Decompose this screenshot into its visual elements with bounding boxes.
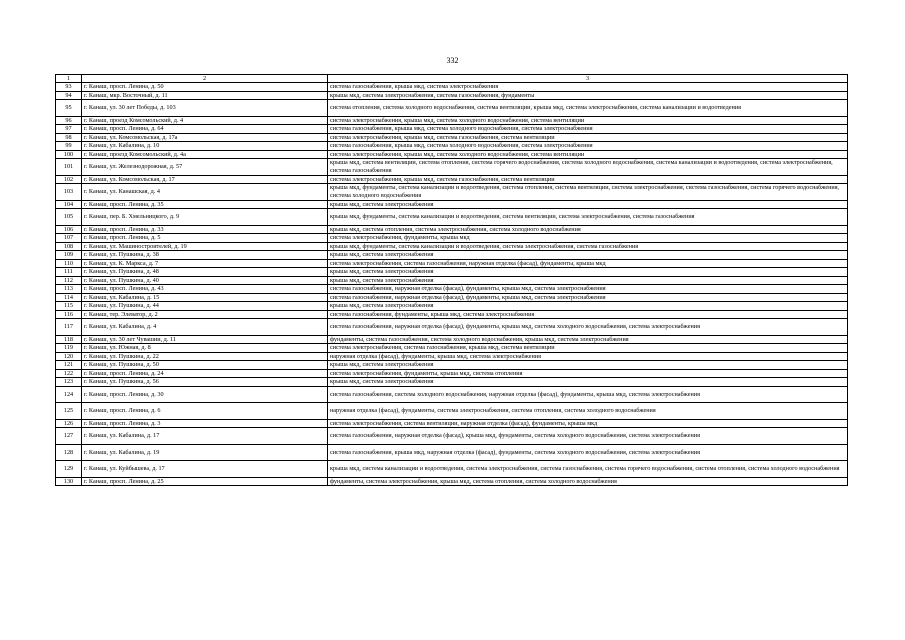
row-number-cell: 126 (56, 419, 82, 428)
works-cell: система электроснабжения, крыша мкд, система газоснабжения, система вентиляции (328, 133, 848, 142)
row-number-cell: 118 (56, 335, 82, 344)
address-cell: г. Канаш, тер. Элеватор, д. 2 (82, 310, 328, 319)
address-cell: г. Канаш, просп. Ленина, д. 6 (82, 403, 328, 420)
address-cell: г. Канаш, мкр. Восточный, д. 11 (82, 91, 328, 100)
table-row (56, 234, 848, 243)
row-number-cell: 112 (56, 276, 82, 285)
address-cell: г. Канаш, ул. К. Маркса, д. 7 (82, 259, 328, 268)
table-row (56, 175, 848, 184)
table-row (56, 133, 848, 142)
row-number-cell: 99 (56, 142, 82, 151)
row-number-cell: 113 (56, 285, 82, 294)
table-row (56, 477, 848, 486)
row-number-cell: 119 (56, 344, 82, 353)
address-cell: г. Канаш, просп. Ленина, д. 24 (82, 369, 328, 378)
works-cell: крыша мкд, система электроснабжения (328, 302, 848, 311)
address-cell: г. Канаш, просп. Ленина, д. 3 (82, 419, 328, 428)
row-number-cell: 129 (56, 461, 82, 478)
row-number-cell: 125 (56, 403, 82, 420)
works-cell: крыша мкд, система электроснабжения (328, 251, 848, 260)
address-cell: г. Канаш, ул. Пушкина, д. 56 (82, 378, 328, 387)
works-cell: система электроснабжения, крыша мкд, система холодного водоснабжения, система вентиляции (328, 150, 848, 159)
row-number-cell: 106 (56, 225, 82, 234)
works-cell: система электроснабжения, система газоснабжения, наружная отделка (фасад), фундаменты, крыша мкд (328, 259, 848, 268)
works-cell: система электроснабжения, крыша мкд, система газоснабжения, система вентиляции (328, 175, 848, 184)
works-cell: система газоснабжения, наружная отделка (фасад), крыша мкд, фундаменты, система холодного водоснабжения, система электроснабжения (328, 428, 848, 445)
row-number-cell: 101 (56, 159, 82, 176)
row-number-cell: 98 (56, 133, 82, 142)
works-cell: система электроснабжения, фундаменты, крыша мкд (328, 234, 848, 243)
table-row (56, 352, 848, 361)
works-cell: фундаменты, система электроснабжения, крыша мкд, система отопления, система холодного водоснабжения (328, 477, 848, 486)
row-number-cell: 110 (56, 259, 82, 268)
address-cell: г. Канаш, ул. Кабалина, д. 19 (82, 444, 328, 461)
row-number-cell: 104 (56, 200, 82, 209)
address-cell: г. Канаш, просп. Ленина, д. 25 (82, 477, 328, 486)
row-number-cell: 93 (56, 83, 82, 92)
table-row (56, 428, 848, 445)
address-cell: г. Канаш, ул. Пушкина, д. 40 (82, 276, 328, 285)
address-cell: г. Канаш, просп. Ленина, д. 30 (82, 386, 328, 403)
works-cell: система газоснабжения, крыша мкд, наружная отделка (фасад), фундаменты, система холодного водоснабжения, система электроснабжения (328, 444, 848, 461)
works-cell: система газоснабжения, наружная отделка (фасад), фундаменты, крыша мкд, система электроснабжения (328, 293, 848, 302)
table-row (56, 386, 848, 403)
address-cell: г. Канаш, проезд Комсомольский, д. 4а (82, 150, 328, 159)
header-cell-address: 2 (82, 75, 328, 83)
works-cell: наружная отделка (фасад), фундаменты, система электроснабжения, система отопления, система холодного водоснабжения (328, 403, 848, 420)
works-cell: крыша мкд, фундаменты, система канализации и водоотведения, система вентиляции, система электроснабжения, система газоснабжения (328, 209, 848, 226)
row-number-cell: 111 (56, 268, 82, 277)
address-cell: г. Канаш, ул. Кабалина, д. 15 (82, 293, 328, 302)
row-number-cell: 130 (56, 477, 82, 486)
works-cell: крыша мкд, система вентиляции, система отопления, система горячего водоснабжения, система холодного водоснабжения, система канализации и водоотведения, система электроснабжения, система газоснабжения (328, 159, 848, 176)
table-row (56, 184, 848, 201)
works-cell: система газоснабжения, наружная отделка (фасад), фундаменты, крыша мкд, система холодного водоснабжения, система электроснабжения (328, 319, 848, 336)
table-row (56, 116, 848, 125)
row-number-cell: 103 (56, 184, 82, 201)
works-register-table (55, 74, 848, 486)
table-row (56, 285, 848, 294)
table-row (56, 302, 848, 311)
table-row (56, 142, 848, 151)
table-row (56, 242, 848, 251)
table-row (56, 276, 848, 285)
table-row (56, 150, 848, 159)
header-row (56, 75, 848, 83)
works-cell: крыша мкд, система электроснабжения (328, 378, 848, 387)
row-number-cell: 123 (56, 378, 82, 387)
works-cell: система электроснабжения, фундаменты, крыша мкд, система отопления (328, 369, 848, 378)
table-row (56, 319, 848, 336)
table-row (56, 344, 848, 353)
row-number-cell: 128 (56, 444, 82, 461)
address-cell: г. Канаш, просп. Ленина, д. 5 (82, 234, 328, 243)
row-number-cell: 96 (56, 116, 82, 125)
address-cell: г. Канаш, просп. Ленина, д. 33 (82, 225, 328, 234)
address-cell: г. Канаш, ул. Канашская, д. 4 (82, 184, 328, 201)
address-cell: г. Канаш, пер. Б. Хмельницкого, д. 9 (82, 209, 328, 226)
works-cell: система электроснабжения, система вентиляции, наружная отделка (фасад), фундаменты, крыша мкд (328, 419, 848, 428)
address-cell: г. Канаш, ул. Пушкина, д. 38 (82, 251, 328, 260)
row-number-cell: 100 (56, 150, 82, 159)
row-number-cell: 105 (56, 209, 82, 226)
address-cell: г. Канаш, проезд Комсомольский, д. 4 (82, 116, 328, 125)
table-row (56, 369, 848, 378)
row-number-cell: 102 (56, 175, 82, 184)
address-cell: г. Канаш, ул. Кабалина, д. 4 (82, 319, 328, 336)
table-row (56, 419, 848, 428)
header-cell-works: 3 (328, 75, 848, 83)
table-row (56, 225, 848, 234)
address-cell: г. Канаш, ул. Железнодорожная, д. 57 (82, 159, 328, 176)
table-row (56, 268, 848, 277)
address-cell: г. Канаш, просп. Ленина, д. 50 (82, 83, 328, 92)
address-cell: г. Канаш, ул. Машиностроителей, д. 19 (82, 242, 328, 251)
row-number-cell: 94 (56, 91, 82, 100)
works-cell: крыша мкд, фундаменты, система канализации и водоотведения, система отопления, система вентиляции, система электроснабжения, система газоснабжения, система горячего водоснабжения, система холодного водоснабжения (328, 184, 848, 201)
works-cell: система газоснабжения, система холодного водоснабжения, наружная отделка (фасад), фундаменты, крыша мкд, система электроснабжения (328, 386, 848, 403)
works-cell: крыша мкд, система электроснабжения (328, 200, 848, 209)
row-number-cell: 109 (56, 251, 82, 260)
address-cell: г. Канаш, ул. Пушкина, д. 22 (82, 352, 328, 361)
works-cell: система газоснабжения, наружная отделка (фасад), фундаменты, крыша мкд, система электроснабжения (328, 285, 848, 294)
table-row (56, 361, 848, 370)
table-row (56, 259, 848, 268)
address-cell: г. Канаш, ул. Пушкина, д. 48 (82, 268, 328, 277)
header-cell-number: 1 (56, 75, 82, 83)
row-number-cell: 116 (56, 310, 82, 319)
works-cell: крыша мкд, фундаменты, система канализации и водоотведения, система электроснабжения, система газоснабжения (328, 242, 848, 251)
table-row (56, 335, 848, 344)
table-row (56, 310, 848, 319)
works-cell: крыша мкд, система канализации и водоотведения, система электроснабжения, система газоснабжения, система горячего водоснабжения, система отопления, система холодного водоснабжения (328, 461, 848, 478)
address-cell: г. Канаш, ул. Комсомольская, д. 17 (82, 175, 328, 184)
table-row (56, 100, 848, 117)
works-cell: фундаменты, система газоснабжения, система холодного водоснабжения, крыша мкд, система электроснабжения (328, 335, 848, 344)
works-cell: система отопления, система холодного водоснабжения, система вентиляции, крыша мкд, система электроснабжения, система канализации и водоотведения (328, 100, 848, 117)
address-cell: г. Канаш, ул. 30 лет Победы, д. 103 (82, 100, 328, 117)
works-cell: система электроснабжения, крыша мкд, система холодного водоснабжения, система вентиляции (328, 116, 848, 125)
works-cell: система газоснабжения, фундаменты, крыша мкд, система электроснабжения (328, 310, 848, 319)
address-cell: г. Канаш, ул. Кабалина, д. 10 (82, 142, 328, 151)
table-row (56, 378, 848, 387)
works-cell: система электроснабжения, система газоснабжения, крыша мкд, система вентиляции (328, 344, 848, 353)
row-number-cell: 115 (56, 302, 82, 311)
address-cell: г. Канаш, ул. Кабалина, д. 17 (82, 428, 328, 445)
address-cell: г. Канаш, ул. Южная, д. 8 (82, 344, 328, 353)
table-row (56, 461, 848, 478)
works-cell: крыша мкд, система электроснабжения, система газоснабжения, фундаменты (328, 91, 848, 100)
works-cell: наружная отделка (фасад), фундаменты, крыша мкд, система электроснабжения (328, 352, 848, 361)
address-cell: г. Канаш, просп. Ленина, д. 43 (82, 285, 328, 294)
table-row (56, 200, 848, 209)
address-cell: г. Канаш, ул. Пушкина, д. 44 (82, 302, 328, 311)
address-cell: г. Канаш, просп. Ленина, д. 64 (82, 125, 328, 134)
row-number-cell: 114 (56, 293, 82, 302)
row-number-cell: 108 (56, 242, 82, 251)
works-cell: система газоснабжения, крыша мкд, система холодного водоснабжения, система электроснабжения (328, 125, 848, 134)
works-cell: крыша мкд, система электроснабжения (328, 268, 848, 277)
works-cell: крыша мкд, система электроснабжения (328, 361, 848, 370)
page-number: 332 (446, 56, 459, 65)
row-number-cell: 117 (56, 319, 82, 336)
works-cell: система газоснабжения, крыша мкд, система электроснабжения (328, 83, 848, 92)
row-number-cell: 95 (56, 100, 82, 117)
table-row (56, 293, 848, 302)
table-row (56, 91, 848, 100)
table-row (56, 125, 848, 134)
row-number-cell: 97 (56, 125, 82, 134)
works-cell: крыша мкд, система электроснабжения (328, 276, 848, 285)
table-body (56, 75, 848, 486)
row-number-cell: 122 (56, 369, 82, 378)
works-cell: система газоснабжения, крыша мкд, система холодного водоснабжения, система электроснабжения (328, 142, 848, 151)
row-number-cell: 124 (56, 386, 82, 403)
table-row (56, 209, 848, 226)
address-cell: г. Канаш, ул. 30 лет Чувашии, д. 11 (82, 335, 328, 344)
table-row (56, 444, 848, 461)
row-number-cell: 127 (56, 428, 82, 445)
row-number-cell: 121 (56, 361, 82, 370)
address-cell: г. Канаш, ул. Комсомольская, д. 17а (82, 133, 328, 142)
table-row (56, 251, 848, 260)
table-row (56, 403, 848, 420)
address-cell: г. Канаш, ул. Пушкина, д. 50 (82, 361, 328, 370)
address-cell: г. Канаш, просп. Ленина, д. 35 (82, 200, 328, 209)
row-number-cell: 107 (56, 234, 82, 243)
works-cell: крыша мкд, система отопления, система электроснабжения, система холодного водоснабжения (328, 225, 848, 234)
address-cell: г. Канаш, ул. Куйбышева, д. 17 (82, 461, 328, 478)
table-row (56, 83, 848, 92)
row-number-cell: 120 (56, 352, 82, 361)
table-row (56, 159, 848, 176)
